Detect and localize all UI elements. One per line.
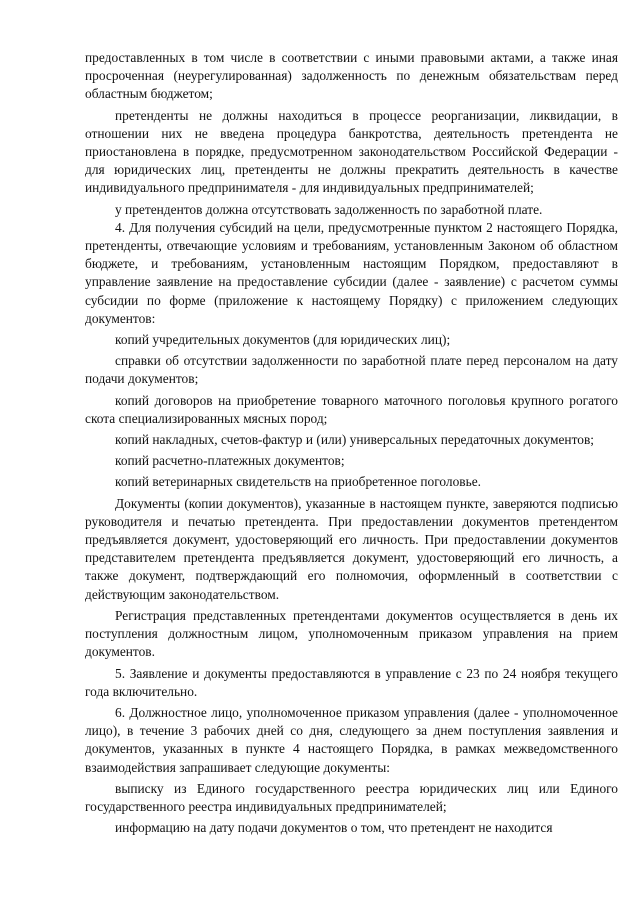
paragraph-section-4: 4. Для получения субсидий на цели, предусмотренные пунктом 2 настоящего Порядка, претенденты, отвечающие условиям и требованиям, установленным Законом об областном бюджете, и требованиям, установленным настоящим Порядком, предоставляют в управление заявление на предоставление субсидии (далее - заявление) с расчетом суммы субсидии по форме (приложение к настоящему Порядку) с приложением следующих документов: — [85, 219, 618, 326]
list-item-founding-docs: копий учредительных документов (для юридических лиц); — [115, 332, 451, 348]
paragraph-document-certification: Документы (копии документов), указанные в настоящем пункте, заверяются подписью руководителя и печатью претендента. При предоставлении документов претендентом предъявляется документ, удостоверяющий его личность. При предоставлении документов представителем претендента предъявляется документ, удостоверяющий его личность, а также документ, подтверждающий его полномочия, оформленный в соответствии с действующим законодательством. — [85, 495, 618, 602]
paragraph-no-wage-debt: у претендентов должна отсутствовать задолженность по заработной плате. — [115, 201, 543, 217]
paragraph-section-5: 5. Заявление и документы предоставляются в управление с 23 по 24 ноября текущего года включительно. — [85, 665, 618, 699]
list-item-registry-extract: выписку из Единого государственного реестра юридических лиц или Единого государственного реестра индивидуальных предпринимателей; — [85, 780, 618, 814]
paragraph-debt-continuation: предоставленных в том числе в соответствии с иными правовыми актами, а также иная просроченная (неурегулированная) задолженность по денежным обязательствам перед областным бюджетом; — [85, 50, 618, 102]
paragraph-section-6: 6. Должностное лицо, уполномоченное приказом управления (далее - уполномоченное лицо), в течение 3 рабочих дней со дня, следующего за днем поступления заявления и документов, указанных в пункте 4 настоящего Порядка, в рамках межведомственного взаимодействия запрашивает следующие документы: — [85, 704, 618, 775]
list-item-payment-docs: копий расчетно-платежных документов; — [115, 453, 345, 469]
paragraph-registration: Регистрация представленных претендентами документов осуществляется в день их поступления должностным лицом, уполномоченным приказом управления на прием документов. — [85, 607, 618, 660]
list-item-information-request: информацию на дату подачи документов о том, что претендент не находится — [115, 820, 553, 836]
list-item-invoices: копий накладных, счетов-фактур и (или) универсальных передаточных документов; — [115, 432, 594, 448]
paragraph-no-reorganization: претенденты не должны находиться в процессе реорганизации, ликвидации, в отношении них не введена процедура банкротства, деятельность претендента не приостановлена в порядке, предусмотренном законодательством Российской Федерации - для юридических лиц, претенденты не должны прекратить деятельность в качестве индивидуального предпринимателя - для индивидуальных предпринимателей; — [85, 107, 618, 196]
list-item-livestock-contracts: копий договоров на приобретение товарного маточного поголовья крупного рогатого скота специализированных мясных пород; — [85, 392, 618, 426]
list-item-vet-certificates: копий ветеринарных свидетельств на приобретенное поголовье. — [115, 474, 482, 490]
list-item-wage-certificate: справки об отсутствии задолженности по заработной плате перед персоналом на дату подачи документов; — [85, 353, 618, 387]
